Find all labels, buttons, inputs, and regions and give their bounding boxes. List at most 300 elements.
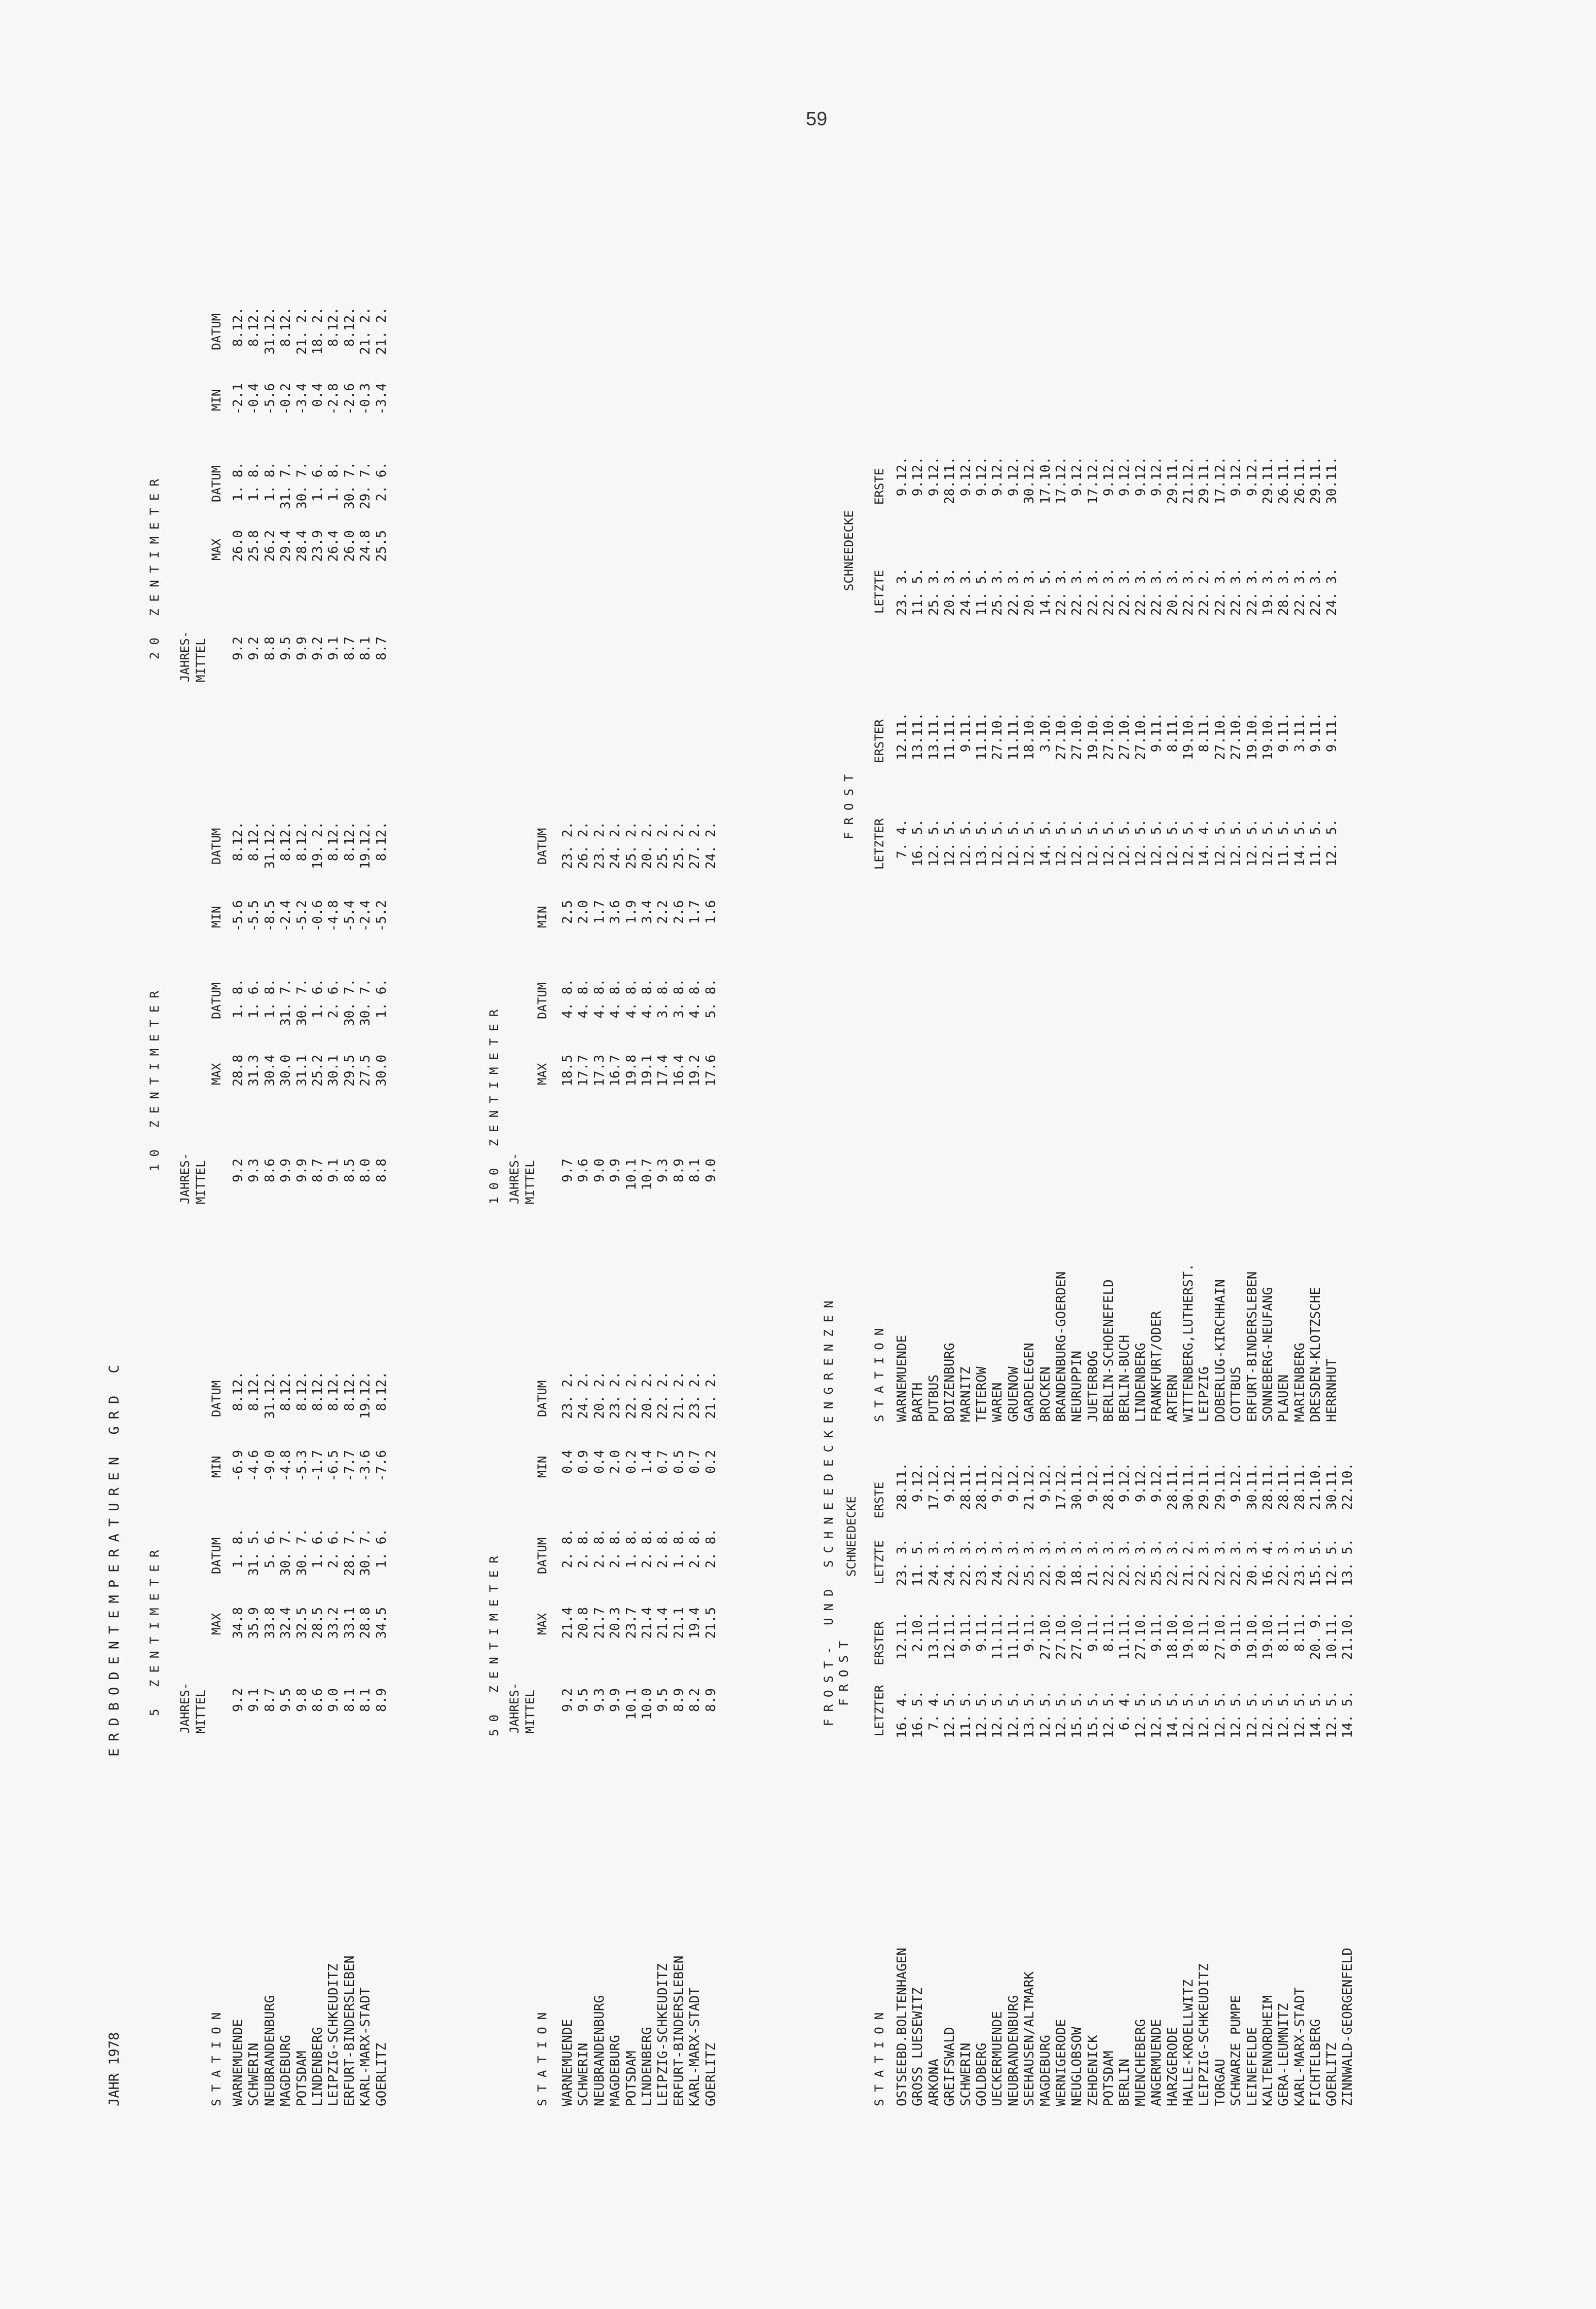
frost-station-cell: MUENCHEBERG (1133, 2019, 1148, 2106)
d5-min-date-cell: 31.12. (262, 1371, 278, 1419)
station-cell: POTSDAM (294, 2051, 310, 2106)
d5-min-cell: -7.7 (342, 1450, 357, 1482)
d20-min-date-column (231, 307, 390, 373)
d50-min-date-cell: 23. 2. (608, 1371, 623, 1419)
depth10-max-header: MAX (209, 1063, 224, 1085)
d10-max-date-cell: 2. 6. (326, 979, 342, 1019)
d10-max-date-cell: 1. 6. (374, 979, 389, 1019)
snow-first-cell: 9.12. (1101, 457, 1117, 497)
d5-min-cell: -4.8 (278, 1450, 294, 1482)
d100-max-cell: 19.2 (687, 1055, 703, 1087)
frost-first-cell: 8.11. (1197, 1612, 1212, 1652)
frost-first-cell: 27.10. (1069, 1612, 1085, 1660)
d10-min-column (231, 900, 390, 951)
depth5-min-header: MIN (209, 1456, 224, 1478)
frost-station-cell: BRANDENBURG-GOERDEN (1053, 1271, 1069, 1422)
d50-min-cell: 0.2 (703, 1450, 719, 1474)
depth100-min-header: MIN (535, 906, 549, 928)
snow-last-cell: 19. 3. (1260, 568, 1276, 616)
snow-first-header-left: ERSTE (872, 1481, 886, 1518)
d20-mean-cell: 8.7 (342, 637, 357, 660)
deep-station-cell: SCHWERIN (576, 2042, 591, 2106)
frost-last-cell: 12. 5. (1260, 1691, 1276, 1738)
deep-station-cell: WARNEMUENDE (560, 2019, 575, 2106)
station-header: STATION (209, 2005, 224, 2106)
depth5-datum-header: DATUM (209, 1537, 224, 1574)
d20-min-date-cell: 8.12. (326, 307, 342, 347)
snow-first-cell: 9.12. (1244, 457, 1260, 497)
frost-first-cell: 19.10. (1181, 713, 1197, 760)
frost-last-cell: 12. 5. (1181, 819, 1197, 867)
d5-min-cell: -1.7 (310, 1450, 325, 1482)
d10-mean-cell: 9.3 (246, 1159, 262, 1182)
snow-last-cell: 13. 5. (1340, 1539, 1355, 1586)
snow-last-cell: 23. 3. (1292, 1539, 1308, 1586)
d50-max-date-cell: 1. 8. (671, 1529, 687, 1569)
snow-first-cell: 17.12. (926, 1463, 942, 1510)
d5-max-date-cell: 28. 7. (342, 1529, 357, 1576)
d10-min-cell: -5.2 (294, 900, 310, 932)
d10-mean-cell: 8.7 (310, 1159, 325, 1182)
deep-station-cell: GOERLITZ (703, 2042, 719, 2106)
d20-max-cell: 26.0 (342, 530, 357, 562)
frost-station-cell: TETEROW (974, 1366, 989, 1422)
frost-station-cell: SCHWARZE PUMPE (1229, 1995, 1244, 2106)
d50-min-date-cell: 20. 2. (639, 1371, 655, 1419)
d20-max-cell: 26.4 (326, 530, 342, 562)
d20-min-date-cell: 8.12. (246, 307, 262, 347)
d10-max-cell: 30.0 (374, 1055, 389, 1087)
d100-max-cell: 17.6 (703, 1055, 719, 1087)
d100-max-cell: 18.5 (560, 1055, 575, 1087)
frost-last-cell: 12. 5. (1022, 819, 1037, 867)
frost-station-cell: MARNITZ (958, 1366, 974, 1422)
snow-last-cell: 22. 3. (1197, 1539, 1212, 1586)
d50-max-date-cell: 2. 8. (655, 1529, 671, 1569)
snow-last-cell: 22. 3. (1212, 568, 1228, 616)
frost-station-cell: KARL-MARX-STADT (1292, 1987, 1308, 2106)
frost-first-cell: 18.10. (1022, 713, 1037, 760)
snow-last-cell: 24. 3. (990, 1539, 1006, 1586)
frost-station-cell: LEIPZIG-SCHKEUDITZ (1197, 1963, 1212, 2106)
frost-last-cell: 6. 4. (1117, 1691, 1133, 1731)
d20-max-cell: 24.8 (358, 530, 374, 562)
d5-max-date-cell: 30. 7. (278, 1529, 294, 1576)
d5-min-cell: -5.3 (294, 1450, 310, 1482)
frost-station-cell: KALTENNORDHEIM (1260, 1995, 1276, 2106)
station-cell: SCHWERIN (246, 2042, 262, 2106)
snow-last-cell: 28. 3. (1276, 568, 1292, 616)
d10-min-date-cell: 19. 2. (310, 822, 325, 869)
frost-first-cell: 9.11. (958, 713, 974, 753)
frost-last-cell: 12. 5. (1244, 819, 1260, 867)
snow-last-cell: 20. 3. (1053, 1539, 1069, 1586)
snow-first-cell: 9.12. (1149, 1463, 1165, 1503)
d10-max-cell: 29.5 (342, 1055, 357, 1087)
frost-first-cell: 27.10. (1212, 713, 1228, 760)
d20-min-cell: -0.3 (358, 383, 374, 415)
d5-max-date-cell: 1. 6. (310, 1529, 325, 1569)
d100-min-date-cell: 25. 2. (623, 822, 639, 869)
snow-first-cell: 9.12. (1133, 1463, 1148, 1503)
depth10-title: 10 ZENTIMETER (147, 984, 162, 1171)
d5-min-date-cell: 19.12. (358, 1371, 374, 1419)
frost-station-cell: BERLIN-SCHOENEFELD (1101, 1279, 1117, 1422)
frost-station-cell: JUETERBOG (1085, 1351, 1101, 1422)
frost-station-cell: UECKERMUENDE (990, 2011, 1006, 2106)
snow-last-cell: 11. 5. (910, 568, 926, 616)
snow-first-column-right (895, 457, 1340, 520)
snow-first-cell: 9.12. (910, 457, 926, 497)
snow-last-cell: 23. 3. (895, 1539, 910, 1586)
snow-last-cell: 22. 3. (1292, 568, 1308, 616)
d50-max-cell: 21.7 (591, 1607, 607, 1639)
frost-station-cell: WITTENBERG,LUTHERST. (1181, 1263, 1197, 1422)
snow-last-cell: 23. 3. (974, 1539, 989, 1586)
frost-last-cell: 14. 5. (1292, 819, 1308, 867)
d20-min-date-cell: 18. 2. (310, 307, 325, 355)
d10-max-date-cell: 1. 6. (246, 979, 262, 1019)
frost-last-cell: 12. 5. (1006, 819, 1021, 867)
frost-station-column-left (895, 1948, 1356, 2106)
d10-max-cell: 28.8 (231, 1055, 246, 1087)
d20-min-cell: -3.4 (374, 383, 389, 415)
frost-station-cell: HERRNHUT (1324, 1358, 1340, 1422)
frost-station-cell: DRESDEN-KLOTZSCHE (1308, 1287, 1324, 1422)
d100-min-cell: 3.6 (608, 900, 623, 924)
d100-mean-cell: 8.1 (687, 1159, 703, 1182)
frost-first-cell: 9.11. (1149, 1612, 1165, 1652)
frost-first-cell: 12.11. (895, 713, 910, 760)
frost-station-cell: GREIFSWALD (942, 2027, 958, 2106)
d20-max-date-cell: 30. 7. (342, 462, 357, 509)
d10-mean-cell: 8.5 (342, 1159, 357, 1182)
station-cell: WARNEMUENDE (231, 2019, 246, 2106)
depth10-min-header: MIN (209, 906, 224, 928)
d100-max-date-cell: 4. 8. (576, 979, 591, 1019)
frost-last-cell: 12. 5. (1212, 819, 1228, 867)
frost-station-cell: WERNIGERODE (1053, 2019, 1069, 2106)
frost-last-cell: 12. 5. (1149, 819, 1165, 867)
snow-last-cell: 22. 3. (1149, 568, 1165, 616)
frost-first-column-left (895, 1612, 1356, 1675)
snow-last-cell: 22. 3. (958, 1539, 974, 1586)
d5-mean-cell: 9.5 (278, 1688, 294, 1712)
d50-max-date-cell: 2. 8. (639, 1529, 655, 1569)
d20-max-date-cell: 30. 7. (294, 462, 310, 509)
frost-last-cell: 12. 5. (1069, 819, 1085, 867)
frost-station-cell: WAREN (990, 1382, 1006, 1422)
depth20-datum2-header: DATUM (209, 313, 224, 350)
d5-min-cell: -3.6 (358, 1450, 374, 1482)
frost-first-cell: 8.11. (1197, 713, 1212, 753)
frost-station-cell: GOERLITZ (1324, 2042, 1340, 2106)
d50-min-date-cell: 20. 2. (591, 1371, 607, 1419)
d50-min-cell: 0.2 (623, 1450, 639, 1474)
snow-first-column-left (895, 1463, 1356, 1526)
depth50-min-header: MIN (535, 1456, 549, 1478)
snow-first-cell: 9.12. (1133, 457, 1148, 497)
snow-last-cell: 22. 3. (1053, 568, 1069, 616)
frost-last-cell: 12. 5. (1085, 819, 1101, 867)
d100-max-date-cell: 4. 8. (560, 979, 575, 1019)
frost-station-cell: ARTERN (1165, 1374, 1180, 1422)
snow-first-header-right: ERSTE (872, 468, 886, 505)
frost-first-cell: 9.11. (1229, 1612, 1244, 1652)
d20-min-date-cell: 21. 2. (358, 307, 374, 355)
frost-station-cell: BARTH (910, 1382, 926, 1422)
d20-mean-cell: 8.7 (374, 637, 389, 660)
snow-last-cell: 22. 3. (1037, 1539, 1053, 1586)
d100-max-date-cell: 4. 8. (687, 979, 703, 1019)
d50-min-cell: 0.5 (671, 1450, 687, 1474)
frost-last-cell: 12. 5. (958, 819, 974, 867)
snow-last-cell: 20. 3. (1165, 568, 1180, 616)
depth100-max-header: MAX (535, 1063, 549, 1085)
d50-mean-column (560, 1688, 719, 1734)
d10-max-cell: 25.2 (310, 1055, 325, 1087)
d100-mean-cell: 9.9 (608, 1159, 623, 1182)
d5-mean-cell: 9.1 (246, 1688, 262, 1712)
frost-first-cell: 20. 9. (1308, 1612, 1324, 1660)
snow-first-cell: 17.10. (1037, 457, 1053, 504)
station-cell: LINDENBERG (310, 2027, 325, 2106)
d50-mean-cell: 10.1 (623, 1688, 639, 1720)
d5-min-date-cell: 8.12. (294, 1371, 310, 1411)
frost-first-cell: 27.10. (1133, 1612, 1148, 1660)
snow-first-cell: 22.10. (1340, 1463, 1355, 1510)
d50-min-date-cell: 23. 2. (560, 1371, 575, 1419)
d100-mean-cell: 9.0 (703, 1159, 719, 1182)
depth10-mean-header: JAHRES- MITTEL (178, 1152, 208, 1204)
snow-first-cell: 9.12. (1149, 457, 1165, 497)
frost-station-cell: ERFURT-BINDERSLEBEN (1244, 1271, 1260, 1422)
frost-station-cell: LEIPZIG (1197, 1366, 1212, 1422)
snow-last-cell: 25. 3. (990, 568, 1006, 616)
snow-first-cell: 9.12. (1037, 1463, 1053, 1503)
station-cell: NEUBRANDENBURG (262, 1995, 278, 2106)
depth50-max-header: MAX (535, 1613, 549, 1635)
d100-max-cell: 16.7 (608, 1055, 623, 1087)
d10-min-cell: -2.4 (358, 900, 374, 932)
d5-min-date-cell: 8.12. (310, 1371, 325, 1411)
d5-max-cell: 33.2 (326, 1607, 342, 1639)
frost-last-cell: 16. 4. (895, 1691, 910, 1738)
snow-first-cell: 26.11. (1276, 457, 1292, 504)
snow-first-cell: 9.12. (910, 1463, 926, 1503)
d20-max-date-cell: 2. 6. (374, 462, 389, 502)
d100-min-date-cell: 26. 2. (576, 822, 591, 869)
frost-first-cell: 13.11. (926, 1612, 942, 1660)
station-cell: MAGDEBURG (278, 2035, 294, 2106)
depth100-datum2-header: DATUM (535, 828, 549, 865)
d50-mean-cell: 9.5 (655, 1688, 671, 1712)
d10-mean-cell: 8.0 (358, 1159, 374, 1182)
d50-min-cell: 0.7 (687, 1450, 703, 1474)
frost-first-cell: 9.11. (1276, 713, 1292, 753)
d20-mean-cell: 9.1 (326, 637, 342, 660)
frost-first-cell: 11.11. (1006, 1612, 1021, 1660)
d100-min-cell: 3.4 (639, 900, 655, 924)
d50-max-date-cell: 2. 8. (576, 1529, 591, 1569)
d10-max-cell: 30.0 (278, 1055, 294, 1087)
snow-last-cell: 22. 2. (1197, 568, 1212, 616)
frost-last-cell: 12. 5. (1324, 819, 1340, 867)
station-cell: GOERLITZ (374, 2042, 389, 2106)
snow-first-cell: 29.11. (1165, 457, 1180, 504)
frost-last-cell: 7. 4. (926, 1691, 942, 1731)
d5-min-date-cell: 8.12. (246, 1371, 262, 1411)
d5-max-date-cell: 1. 6. (374, 1529, 389, 1569)
d100-min-date-cell: 25. 2. (655, 822, 671, 869)
frost-first-cell: 19.10. (1260, 713, 1276, 760)
deep-station-cell: POTSDAM (623, 2051, 639, 2106)
d50-min-cell: 0.7 (655, 1450, 671, 1474)
d50-min-column (560, 1450, 719, 1501)
d20-max-date-cell: 1. 8. (262, 462, 278, 502)
frost-last-cell: 13. 5. (1022, 1691, 1037, 1738)
d20-min-cell: -2.6 (342, 383, 357, 415)
d100-min-date-cell: 27. 2. (687, 822, 703, 869)
deep-station-cell: NEUBRANDENBURG (591, 1995, 607, 2106)
frost-station-cell: ZEHDENICK (1085, 2035, 1101, 2106)
frost-last-cell: 12. 5. (1212, 1691, 1228, 1738)
depth20-min-header: MIN (209, 389, 224, 411)
d5-max-date-cell: 2. 6. (326, 1529, 342, 1569)
frost-last-cell: 11. 5. (1276, 819, 1292, 867)
d10-max-cell: 30.1 (326, 1055, 342, 1087)
frost-last-cell: 12. 5. (1181, 1691, 1197, 1738)
frost-station-cell: SONNEBERG-NEUFANG (1260, 1287, 1276, 1422)
snow-first-cell: 9.12. (1069, 457, 1085, 497)
snow-first-cell: 28.11. (942, 457, 958, 504)
d5-max-cell: 28.8 (358, 1607, 374, 1639)
depth20-title: 20 ZENTIMETER (147, 472, 162, 659)
d5-max-date-cell: 30. 7. (294, 1529, 310, 1576)
snow-last-cell: 22. 3. (1133, 568, 1148, 616)
frost-station-cell: ANGERMUENDE (1149, 2019, 1165, 2106)
frost-first-cell: 9.11. (1149, 713, 1165, 753)
d20-min-date-cell: 8.12. (342, 307, 357, 347)
frost-station-cell: LINDENBERG (1133, 1343, 1148, 1422)
frost-station-cell: LEINEFELDE (1244, 2027, 1260, 2106)
snow-last-cell: 21. 3. (1085, 1539, 1101, 1586)
depth100-datum-header: DATUM (535, 982, 549, 1019)
frost-first-cell: 19.10. (1085, 713, 1101, 760)
depth10-datum2-header: DATUM (209, 828, 224, 865)
d5-max-date-cell: 30. 7. (358, 1529, 374, 1576)
d100-mean-cell: 10.7 (639, 1159, 655, 1190)
d20-min-cell: 0.4 (310, 383, 325, 407)
d10-max-column (231, 1055, 390, 1105)
snow-last-cell: 25. 3. (926, 568, 942, 616)
frost-last-cell: 12. 5. (1101, 1691, 1117, 1738)
d5-max-cell: 35.9 (246, 1607, 262, 1639)
snow-first-cell: 9.12. (1117, 457, 1133, 497)
snow-last-cell: 18. 3. (1069, 1539, 1085, 1586)
d5-max-date-column (231, 1529, 390, 1589)
d10-min-cell: -5.5 (246, 900, 262, 932)
deep-station-column (560, 1956, 719, 2106)
snow-last-cell: 21. 2. (1181, 1539, 1197, 1586)
snow-first-cell: 28.11. (1165, 1463, 1180, 1510)
frost-header-right: FROST (842, 767, 856, 839)
d20-max-cell: 28.4 (294, 530, 310, 562)
snow-first-cell: 28.11. (1101, 1463, 1117, 1510)
d20-max-cell: 29.4 (278, 530, 294, 562)
snow-last-cell: 20. 3. (942, 568, 958, 616)
snow-last-cell: 14. 5. (1037, 568, 1053, 616)
d100-min-date-cell: 23. 2. (560, 822, 575, 869)
d50-min-cell: 0.4 (560, 1450, 575, 1474)
snow-first-cell: 17.12. (1053, 1463, 1069, 1510)
frost-last-cell: 12. 5. (1117, 819, 1133, 867)
deep-station-cell: KARL-MARX-STADT (687, 1987, 703, 2106)
d5-mean-cell: 9.8 (294, 1688, 310, 1712)
frost-last-cell: 12. 5. (1053, 1691, 1069, 1738)
snow-last-cell: 22. 3. (1181, 568, 1197, 616)
d100-min-cell: 2.2 (655, 900, 671, 924)
depth10-datum-header: DATUM (209, 982, 224, 1019)
d50-min-cell: 0.4 (591, 1450, 607, 1474)
d5-max-date-cell: 5. 6. (262, 1529, 278, 1569)
d100-mean-cell: 9.6 (576, 1159, 591, 1182)
snow-last-cell: 22. 3. (1069, 568, 1085, 616)
d20-max-date-cell: 1. 8. (231, 462, 246, 502)
d50-min-date-cell: 22. 2. (623, 1371, 639, 1419)
d20-min-cell: -5.6 (262, 383, 278, 415)
snow-first-cell: 29.11. (1197, 1463, 1212, 1510)
snow-first-cell: 26.11. (1292, 457, 1308, 504)
d10-min-cell: -5.6 (231, 900, 246, 932)
frost-last-cell: 12. 5. (974, 1691, 989, 1738)
d100-min-date-cell: 23. 2. (591, 822, 607, 869)
d100-max-column (560, 1055, 719, 1105)
d50-max-cell: 21.5 (703, 1607, 719, 1639)
frost-station-cell: ZINNWALD-GEORGENFELD (1340, 1947, 1355, 2106)
d50-max-cell: 21.1 (671, 1607, 687, 1639)
d10-min-cell: -2.4 (278, 900, 294, 932)
snow-last-cell: 22. 3. (1101, 568, 1117, 616)
d5-max-cell: 34.5 (374, 1607, 389, 1639)
d100-max-cell: 17.7 (576, 1055, 591, 1087)
d100-max-date-cell: 5. 8. (703, 979, 719, 1019)
d100-max-date-cell: 4. 8. (623, 979, 639, 1019)
frost-first-cell: 13.11. (910, 713, 926, 760)
d100-max-date-column (560, 979, 719, 1039)
d20-max-date-cell: 29. 7. (358, 462, 374, 509)
d20-min-date-cell: 8.12. (231, 307, 246, 347)
d100-mean-column (560, 1159, 719, 1204)
d10-min-cell: -5.4 (342, 900, 357, 932)
frost-first-cell: 2.10. (910, 1612, 926, 1652)
d20-mean-column (231, 637, 390, 677)
frost-first-cell: 27.10. (1101, 713, 1117, 760)
snow-first-cell: 9.12. (990, 457, 1006, 497)
frost-station-cell: HALLE-KROELLWITZ (1181, 1979, 1197, 2106)
d50-max-date-cell: 2. 8. (687, 1529, 703, 1569)
d100-min-cell: 1.7 (591, 900, 607, 924)
d20-min-date-cell: 21. 2. (374, 307, 389, 355)
d10-max-date-cell: 1. 6. (310, 979, 325, 1019)
d20-max-date-cell: 1. 8. (326, 462, 342, 502)
snow-last-cell: 11. 5. (974, 568, 989, 616)
frost-first-cell: 27.10. (1133, 713, 1148, 760)
frost-last-cell: 15. 5. (1069, 1691, 1085, 1738)
frost-station-cell: GERA-LEUMNITZ (1276, 2003, 1292, 2106)
frost-last-cell: 12. 5. (942, 1691, 958, 1738)
d10-min-date-cell: 8.12. (231, 822, 246, 862)
